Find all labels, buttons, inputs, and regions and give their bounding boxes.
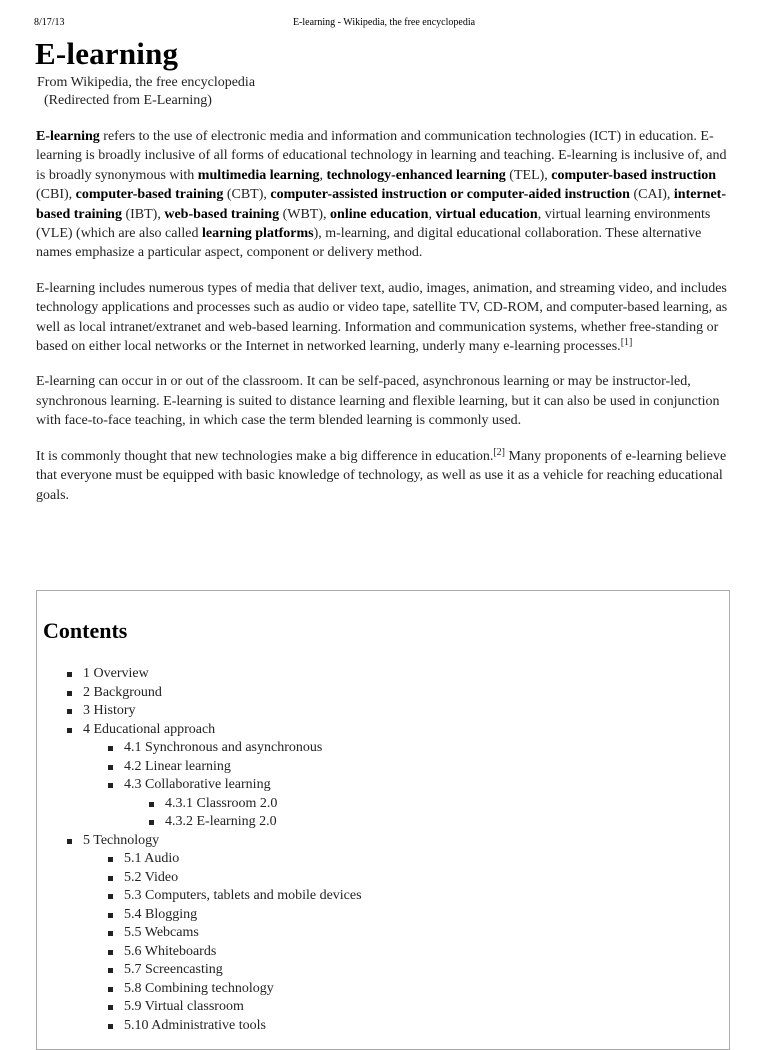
toc-item-background: 2 Background (67, 684, 362, 703)
term-e-learning: E-learning (36, 129, 100, 144)
toc-item-virtual-classroom: 5.9 Virtual classroom (108, 998, 362, 1017)
technology-paragraph: It is commonly thought that new technologies make a big difference in education.[2] Many proponents of e-learning believe that everyone must be equipped with basic knowledge of technology, as well as use it as a vehicle for reaching educational goals. (36, 446, 727, 503)
term-wbt: web-based training (164, 206, 280, 222)
toc-sublist-educational-approach (108, 739, 362, 832)
article-body (36, 127, 736, 521)
term-tel: technology-enhanced learning (326, 167, 506, 183)
toc-item-audio: 5.1 Audio (108, 850, 362, 869)
toc-item-screencasting: 5.7 Screencasting (108, 961, 362, 980)
term-online-education: online education (330, 206, 429, 222)
toc-sublist-technology (108, 850, 362, 1035)
classroom-paragraph: E-learning can occur in or out of the classroom. It can be self-paced, asynchronous learning or may be instructor-led, synchronous learning. E-learning is suited to distance learning and flexible learning, but it can also be used in conjunction with face-to-face teaching, in which case the term blended learning is commonly used. (36, 374, 720, 429)
term-virtual-education: virtual education (435, 206, 538, 222)
toc-item-blogging: 5.4 Blogging (108, 906, 362, 925)
toc-item-educational-approach: 4 Educational approach 4.1 Synchronous and asynchronous 4.2 Linear learning 4.3 Collaborative learning 4.3.1 Classroom 2.0 4.3.2 E-learning 2.0 (67, 721, 362, 832)
toc-item-administrative-tools: 5.10 Administrative tools (108, 1017, 362, 1036)
toc-list (67, 665, 362, 1035)
toc-item-webcams: 5.5 Webcams (108, 924, 362, 943)
print-header (34, 17, 734, 31)
term-ibt: internet-based training (36, 187, 726, 222)
toc-item-overview: 1 Overview (67, 665, 362, 684)
toc-item-combining-technology: 5.8 Combining technology (108, 980, 362, 999)
redirect-line: (Redirected from E-Learning) (44, 93, 212, 108)
toc-item-computers-tablets: 5.3 Computers, tablets and mobile devices (108, 887, 362, 906)
media-paragraph: E-learning includes numerous types of media that deliver text, audio, images, animation, and streaming video, and includes technology applications and processes such as audio or video tape, satellite TV, CD-ROM, and computer-based learning, as well as local intranet/extranet and web-based learning. Information and communication systems, whether free-standing or based on either local networks or the Internet in networked learning, underly many e-learning processes.[1] (36, 280, 728, 355)
term-multimedia-learning: multimedia learning (197, 167, 320, 183)
print-date: 8/17/13 (34, 17, 65, 28)
toc-sublist-collaborative (149, 795, 362, 832)
toc-item-technology: 5 Technology 5.1 Audio 5.2 Video 5.3 Computers, tablets and mobile devices 5.4 Blogging 5.5 Webcams 5.6 Whiteboards 5.7 Screencasting 5.8 Combining technology 5.9 Virtual classroom 5.10 Administrative tools (67, 832, 362, 1036)
toc-item-video: 5.2 Video (108, 869, 362, 888)
article-title: E-learning (35, 36, 179, 71)
intro-paragraph: E-learning refers to the use of electronic media and information and communication technologies (ICT) in education. E-learning is broadly inclusive of all forms of educational technology in learning and teaching. E-learning is inclusive of, and is broadly synonymous with multimedia learning, technology-enhanced learning (TEL), computer-based instruction (CBI), computer-based training (CBT), computer-assisted instruction or computer-aided instruction (CAI), internet-based training (IBT), web-based training (WBT), online education, virtual education, virtual learning environments (VLE) (which are also called learning platforms), m-learning, and digital educational collaboration. These alternative names emphasize a particular aspect, component or delivery method. (36, 129, 727, 261)
term-cbt: computer-based training (75, 187, 224, 203)
toc-item-e-learning-2-0: 4.3.2 E-learning 2.0 (149, 813, 362, 832)
reference-1: [1] (620, 337, 633, 349)
from-wikipedia-line: From Wikipedia, the free encyclopedia (37, 75, 256, 90)
toc-item-synchronous: 4.1 Synchronous and asynchronous (108, 739, 362, 758)
term-cai: computer-assisted instruction or computer-aided instruction (270, 187, 630, 203)
term-cbi: computer-based instruction (551, 167, 717, 183)
reference-2: [2] (493, 446, 506, 458)
print-page-title: E-learning - Wikipedia, the free encyclopedia (292, 17, 476, 28)
toc-item-history: 3 History (67, 702, 362, 721)
toc-item-classroom-2-0: 4.3.1 Classroom 2.0 (149, 795, 362, 814)
toc-item-whiteboards: 5.6 Whiteboards (108, 943, 362, 962)
table-of-contents (36, 590, 730, 1050)
toc-item-collaborative-learning: 4.3 Collaborative learning 4.3.1 Classroom 2.0 4.3.2 E-learning 2.0 (108, 776, 362, 832)
toc-item-linear-learning: 4.2 Linear learning (108, 758, 362, 777)
term-learning-platforms: learning platforms (201, 226, 314, 242)
toc-title: Contents (43, 618, 128, 643)
